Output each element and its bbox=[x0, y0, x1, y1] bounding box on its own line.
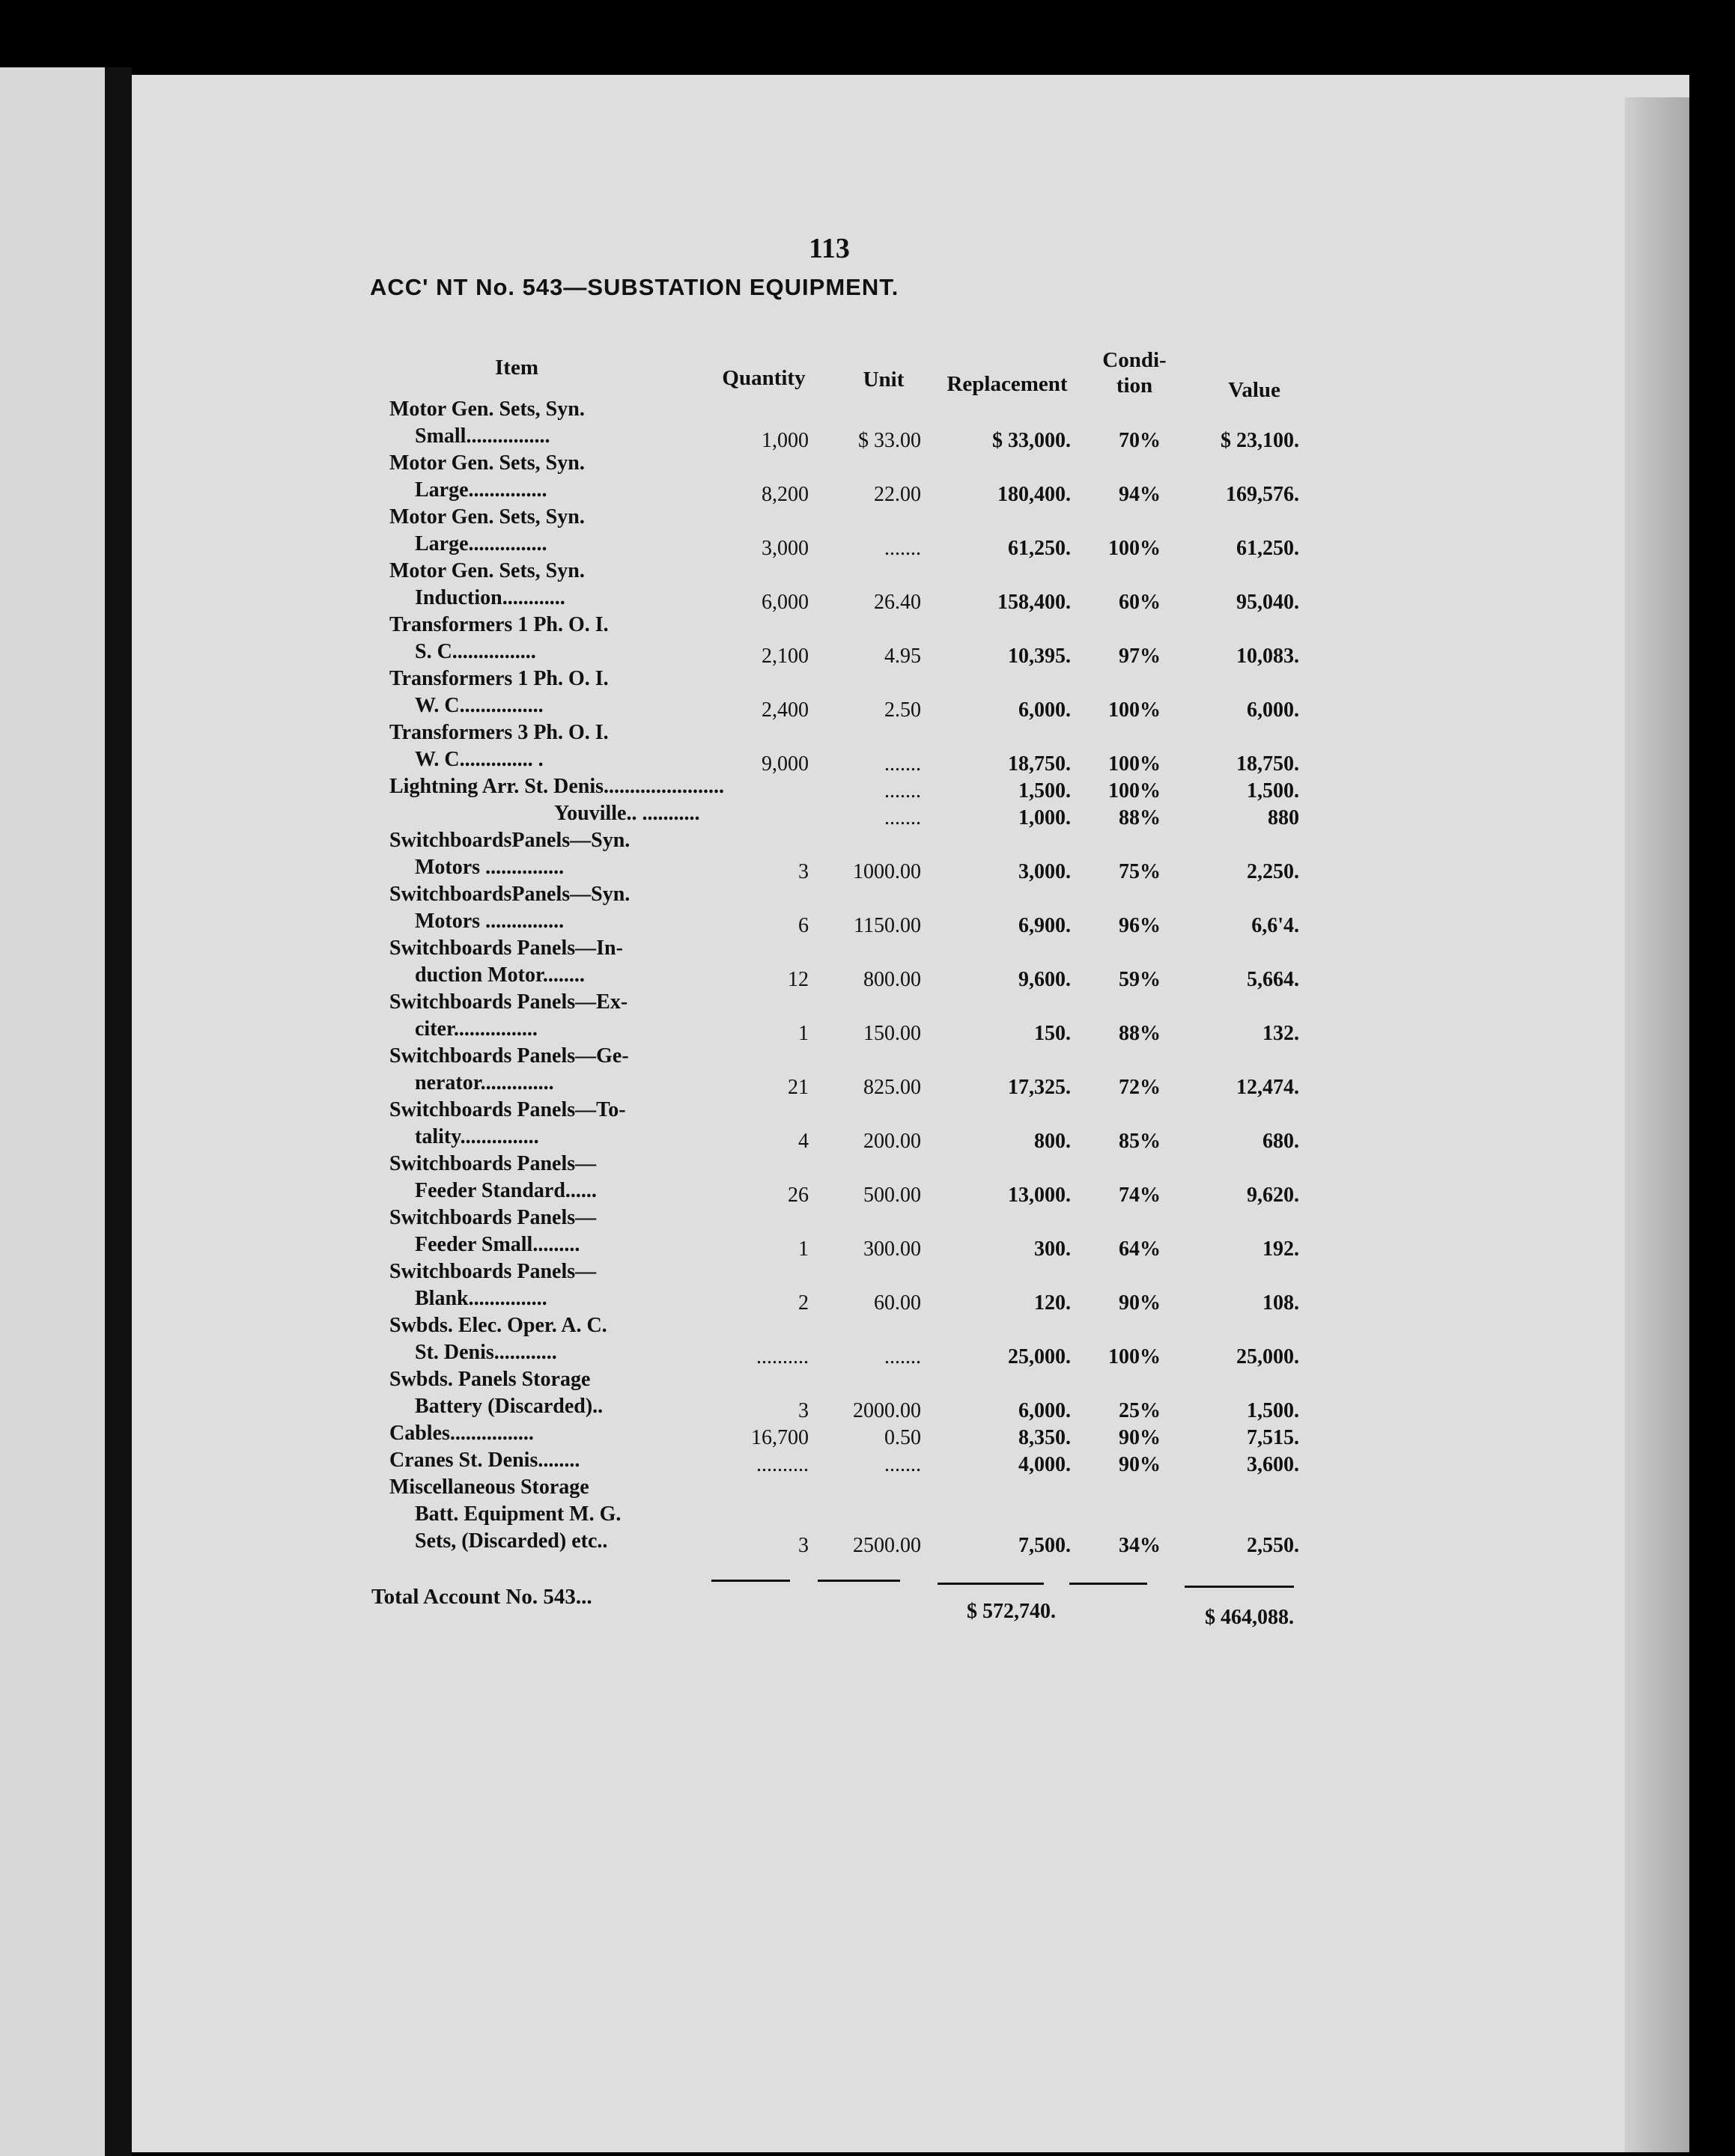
cell-condition: 90% bbox=[1119, 1426, 1161, 1449]
total-label: Total Account No. 543... bbox=[371, 1585, 592, 1609]
cell-quantity: 12 bbox=[788, 968, 809, 991]
cell-condition: 90% bbox=[1119, 1291, 1161, 1315]
item-label: W. C.............. . bbox=[415, 748, 544, 771]
cell-value: 12,474. bbox=[1236, 1076, 1299, 1099]
col-value: Value bbox=[1228, 378, 1280, 402]
cell-condition: 88% bbox=[1119, 1022, 1161, 1045]
cell-condition: 100% bbox=[1108, 537, 1161, 560]
item-label: Swbds. Panels Storage bbox=[389, 1368, 591, 1391]
rule-value bbox=[1185, 1586, 1294, 1588]
cell-replacement: 61,250. bbox=[1008, 537, 1071, 560]
cell-condition: 72% bbox=[1119, 1076, 1161, 1099]
cell-unit: 800.00 bbox=[863, 968, 921, 991]
cell-quantity: 2 bbox=[798, 1291, 809, 1315]
item-label: Swbds. Elec. Oper. A. C. bbox=[389, 1314, 607, 1337]
cell-unit: 1150.00 bbox=[854, 914, 921, 937]
cell-condition: 94% bbox=[1119, 483, 1161, 506]
cell-value: 18,750. bbox=[1236, 752, 1299, 776]
rule-unit bbox=[818, 1580, 900, 1582]
page-gutter bbox=[105, 67, 132, 2156]
cell-quantity: 16,700 bbox=[751, 1426, 809, 1449]
item-label: St. Denis............ bbox=[415, 1341, 557, 1364]
cell-quantity: 6,000 bbox=[762, 591, 809, 614]
cell-unit: ....... bbox=[884, 1345, 921, 1368]
cell-replacement: 800. bbox=[1034, 1130, 1071, 1153]
cell-value: 2,250. bbox=[1247, 860, 1299, 883]
cell-value: 1,500. bbox=[1247, 1399, 1299, 1422]
item-label: SwitchboardsPanels—Syn. bbox=[389, 883, 631, 906]
total-replacement: $ 572,740. bbox=[967, 1600, 1056, 1623]
cell-unit: ....... bbox=[884, 806, 921, 829]
item-label: Switchboards Panels—Ex- bbox=[389, 990, 628, 1014]
item-label: Motor Gen. Sets, Syn. bbox=[389, 398, 585, 421]
item-label: Battery (Discarded).. bbox=[415, 1395, 604, 1418]
cell-quantity: 3 bbox=[798, 860, 809, 883]
cell-quantity: 2,100 bbox=[762, 645, 809, 668]
account-heading: ACC' NT No. 543—SUBSTATION EQUIPMENT. bbox=[370, 274, 899, 300]
cell-quantity: 3 bbox=[798, 1399, 809, 1422]
item-label: Switchboards Panels— bbox=[389, 1152, 597, 1175]
cell-unit: 2.50 bbox=[884, 698, 921, 722]
cell-unit: 1000.00 bbox=[853, 860, 921, 883]
item-label: Transformers 3 Ph. O. I. bbox=[389, 721, 609, 744]
cell-value: 9,620. bbox=[1247, 1184, 1299, 1207]
cell-quantity: 3,000 bbox=[762, 537, 809, 560]
item-label: Large............... bbox=[415, 478, 547, 502]
rule-quantity bbox=[711, 1580, 790, 1582]
cell-unit: ....... bbox=[884, 779, 921, 803]
cell-condition: 25% bbox=[1119, 1399, 1161, 1422]
item-label: Motor Gen. Sets, Syn. bbox=[389, 559, 585, 582]
cell-replacement: 1,500. bbox=[1018, 779, 1071, 803]
page-number: 113 bbox=[809, 233, 850, 264]
item-label: citer................ bbox=[415, 1017, 538, 1041]
cell-quantity: 3 bbox=[798, 1534, 809, 1557]
item-label: Transformers 1 Ph. O. I. bbox=[389, 613, 609, 636]
cell-condition: 90% bbox=[1119, 1453, 1161, 1476]
item-label: Batt. Equipment M. G. bbox=[415, 1502, 622, 1526]
previous-page-strip bbox=[0, 67, 105, 2156]
cell-quantity: 1 bbox=[798, 1022, 809, 1045]
cell-replacement: 6,000. bbox=[1018, 698, 1071, 722]
cell-condition: 100% bbox=[1108, 752, 1161, 776]
cell-replacement: 18,750. bbox=[1008, 752, 1071, 776]
cell-unit: 200.00 bbox=[863, 1130, 921, 1153]
cell-value: 25,000. bbox=[1236, 1345, 1299, 1368]
cell-unit: ....... bbox=[884, 752, 921, 776]
cell-condition: 64% bbox=[1119, 1237, 1161, 1261]
item-label: SwitchboardsPanels—Syn. bbox=[389, 829, 631, 852]
cell-replacement: $ 33,000. bbox=[992, 429, 1071, 452]
cell-unit: 0.50 bbox=[884, 1426, 921, 1449]
cell-quantity: .......... bbox=[756, 1453, 809, 1476]
cell-unit: 300.00 bbox=[863, 1237, 921, 1261]
item-label: tality............... bbox=[415, 1125, 539, 1148]
item-label: Miscellaneous Storage bbox=[389, 1476, 589, 1499]
cell-replacement: 7,500. bbox=[1018, 1534, 1071, 1557]
cell-condition: 88% bbox=[1119, 806, 1161, 829]
cell-quantity: 1 bbox=[798, 1237, 809, 1261]
cell-condition: 74% bbox=[1119, 1184, 1161, 1207]
cell-value: 6,6'4. bbox=[1251, 914, 1299, 937]
item-label: Cables................ bbox=[389, 1422, 534, 1445]
cell-replacement: 300. bbox=[1034, 1237, 1071, 1261]
cell-value: 95,040. bbox=[1236, 591, 1299, 614]
cell-value: 10,083. bbox=[1236, 645, 1299, 668]
item-label: Motors ............... bbox=[415, 910, 565, 933]
rule-replacement bbox=[938, 1583, 1044, 1585]
cell-condition: 70% bbox=[1119, 429, 1161, 452]
cell-replacement: 158,400. bbox=[997, 591, 1071, 614]
cell-replacement: 25,000. bbox=[1008, 1345, 1071, 1368]
item-label: duction Motor........ bbox=[415, 963, 585, 987]
item-label: Transformers 1 Ph. O. I. bbox=[389, 667, 609, 690]
cell-replacement: 8,350. bbox=[1018, 1426, 1071, 1449]
cell-value: 3,600. bbox=[1247, 1453, 1299, 1476]
item-label: Switchboards Panels—Ge- bbox=[389, 1044, 629, 1068]
cell-quantity: 2,400 bbox=[762, 698, 809, 722]
cell-unit: 500.00 bbox=[863, 1184, 921, 1207]
cell-quantity: .......... bbox=[756, 1345, 809, 1368]
cell-condition: 97% bbox=[1119, 645, 1161, 668]
item-label: Switchboards Panels—To- bbox=[389, 1098, 626, 1121]
cell-replacement: 3,000. bbox=[1018, 860, 1071, 883]
cell-replacement: 120. bbox=[1034, 1291, 1071, 1315]
cell-replacement: 9,600. bbox=[1018, 968, 1071, 991]
cell-value: 5,664. bbox=[1247, 968, 1299, 991]
item-label: Large............... bbox=[415, 532, 547, 555]
item-label: Small................ bbox=[415, 424, 550, 448]
cell-value: 1,500. bbox=[1247, 779, 1299, 803]
cell-quantity: 1,000 bbox=[762, 429, 809, 452]
col-quantity: Quantity bbox=[722, 366, 806, 390]
item-label: nerator.............. bbox=[415, 1071, 554, 1094]
item-label: Sets, (Discarded) etc.. bbox=[415, 1529, 608, 1553]
cell-quantity: 4 bbox=[798, 1130, 809, 1153]
cell-quantity: 21 bbox=[788, 1076, 809, 1099]
cell-unit: ....... bbox=[884, 1453, 921, 1476]
cell-value: 880 bbox=[1268, 806, 1299, 829]
rule-condition bbox=[1069, 1583, 1147, 1585]
cell-quantity: 8,200 bbox=[762, 483, 809, 506]
cell-value: 7,515. bbox=[1247, 1426, 1299, 1449]
item-label: Blank............... bbox=[415, 1287, 547, 1310]
item-label: Motors ............... bbox=[415, 856, 565, 879]
cell-condition: 100% bbox=[1108, 779, 1161, 803]
item-label: Feeder Standard...... bbox=[415, 1179, 597, 1202]
item-label: Switchboards Panels— bbox=[389, 1206, 597, 1229]
page-right-edge bbox=[1625, 97, 1689, 2152]
cell-value: 2,550. bbox=[1247, 1534, 1299, 1557]
col-item: Item bbox=[495, 356, 538, 380]
cell-condition: 75% bbox=[1119, 860, 1161, 883]
cell-unit: ....... bbox=[884, 537, 921, 560]
cell-replacement: 1,000. bbox=[1018, 806, 1071, 829]
cell-unit: 2500.00 bbox=[853, 1534, 921, 1557]
item-label: Switchboards Panels— bbox=[389, 1260, 597, 1283]
item-label: S. C................ bbox=[415, 640, 536, 663]
cell-replacement: 180,400. bbox=[997, 483, 1071, 506]
cell-replacement: 150. bbox=[1034, 1022, 1071, 1045]
cell-replacement: 17,325. bbox=[1008, 1076, 1071, 1099]
cell-value: 192. bbox=[1262, 1237, 1299, 1261]
item-label: Switchboards Panels—In- bbox=[389, 937, 623, 960]
cell-unit: $ 33.00 bbox=[858, 429, 921, 452]
col-replacement: Replacement bbox=[946, 372, 1068, 396]
item-label: Feeder Small......... bbox=[415, 1233, 580, 1256]
cell-unit: 150.00 bbox=[863, 1022, 921, 1045]
cell-condition: 100% bbox=[1108, 698, 1161, 722]
cell-value: 6,000. bbox=[1247, 698, 1299, 722]
item-label: Youville.. ........... bbox=[554, 802, 700, 825]
col-condition: Condi- tion bbox=[1102, 348, 1167, 398]
cell-quantity: 9,000 bbox=[762, 752, 809, 776]
cell-replacement: 10,395. bbox=[1008, 645, 1071, 668]
item-label: Motor Gen. Sets, Syn. bbox=[389, 451, 585, 475]
cell-condition: 34% bbox=[1119, 1534, 1161, 1557]
cell-condition: 100% bbox=[1108, 1345, 1161, 1368]
cell-unit: 26.40 bbox=[874, 591, 921, 614]
item-label: Lightning Arr. St. Denis....................... bbox=[389, 775, 725, 798]
cell-value: 108. bbox=[1262, 1291, 1299, 1315]
cell-condition: 59% bbox=[1119, 968, 1161, 991]
col-unit: Unit bbox=[863, 368, 905, 392]
cell-replacement: 13,000. bbox=[1008, 1184, 1071, 1207]
cell-replacement: 6,000. bbox=[1018, 1399, 1071, 1422]
cell-unit: 22.00 bbox=[874, 483, 921, 506]
cell-unit: 825.00 bbox=[863, 1076, 921, 1099]
cell-condition: 96% bbox=[1119, 914, 1161, 937]
cell-replacement: 4,000. bbox=[1018, 1453, 1071, 1476]
cell-value: 169,576. bbox=[1226, 483, 1299, 506]
item-label: Induction............ bbox=[415, 586, 565, 609]
cell-value: 680. bbox=[1262, 1130, 1299, 1153]
item-label: Motor Gen. Sets, Syn. bbox=[389, 505, 585, 529]
item-label: Cranes St. Denis........ bbox=[389, 1449, 580, 1472]
cell-unit: 4.95 bbox=[884, 645, 921, 668]
cell-quantity: 26 bbox=[788, 1184, 809, 1207]
cell-value: 61,250. bbox=[1236, 537, 1299, 560]
cell-replacement: 6,900. bbox=[1018, 914, 1071, 937]
cell-unit: 60.00 bbox=[874, 1291, 921, 1315]
item-label: W. C................ bbox=[415, 694, 544, 717]
cell-value: $ 23,100. bbox=[1221, 429, 1299, 452]
total-value: $ 464,088. bbox=[1205, 1606, 1294, 1629]
cell-quantity: 6 bbox=[798, 914, 809, 937]
cell-condition: 60% bbox=[1119, 591, 1161, 614]
cell-value: 132. bbox=[1262, 1022, 1299, 1045]
cell-unit: 2000.00 bbox=[853, 1399, 921, 1422]
cell-condition: 85% bbox=[1119, 1130, 1161, 1153]
